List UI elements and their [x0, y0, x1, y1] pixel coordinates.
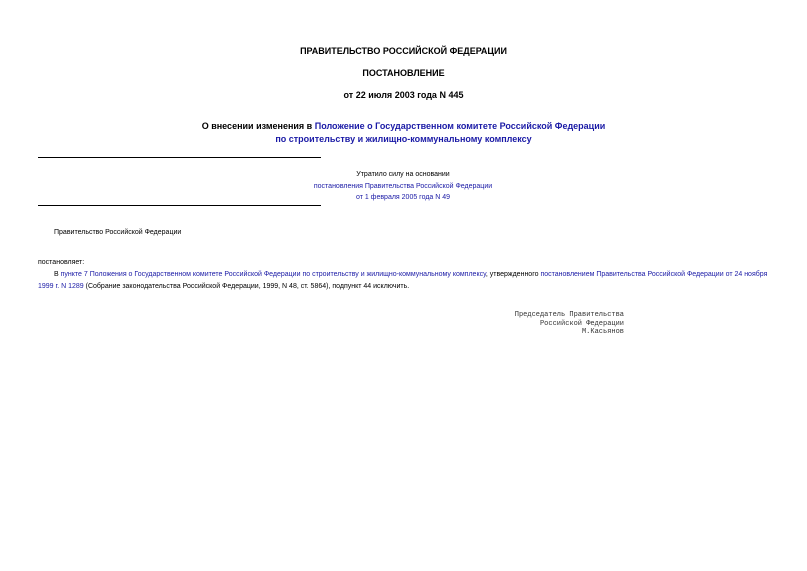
preamble-government: Правительство Российской Федерации	[54, 229, 182, 236]
divider-top	[38, 157, 321, 158]
status-note	[255, 169, 551, 204]
title-regulation-link-1[interactable]: Положение о Государственном комитете Российской Федерации	[314, 121, 606, 131]
body-text-part: (Собрание законодательства Российской Федерации, 1999, N 48, ст. 5864), подпункт 44 исключить.	[83, 283, 410, 290]
signature-block	[470, 311, 624, 337]
title-prefix: О внесении изменения в	[201, 121, 315, 131]
document-title	[0, 120, 807, 146]
signature-organization: Российской Федерации	[539, 319, 624, 328]
body-decree-link[interactable]: постановлением Правительства Российской Федерации от 24 ноября 1999 г. N 1289	[38, 271, 768, 290]
status-note-line: Утратило силу на основании	[356, 171, 450, 178]
title-regulation-link-2[interactable]: по строительству и жилищно-коммунальному комплексу	[275, 134, 532, 144]
body-text-part: , утвержденного	[485, 271, 541, 278]
status-decree-link[interactable]: постановления Правительства Российской Федерации	[313, 182, 493, 190]
signature-name: М.Касьянов	[581, 328, 624, 336]
body-clause-link[interactable]: пункте 7 Положения о Государственном комитете Российской Федерации по строительству и жилищно-коммунальному комплексу	[60, 271, 486, 278]
signature-position: Председатель Правительства	[514, 311, 624, 319]
preamble-decrees: постановляет:	[38, 259, 85, 266]
divider-bottom	[38, 205, 321, 206]
document-date-number: от 22 июля 2003 года N 445	[343, 90, 464, 100]
document-type-heading: ПОСТАНОВЛЕНИЕ	[362, 68, 445, 78]
body-text-part: В	[54, 271, 61, 278]
issuer-heading: ПРАВИТЕЛЬСТВО РОССИЙСКОЙ ФЕДЕРАЦИИ	[300, 46, 507, 56]
status-decree-date-link[interactable]: от 1 февраля 2005 года N 49	[355, 194, 451, 201]
decree-body	[38, 269, 773, 293]
